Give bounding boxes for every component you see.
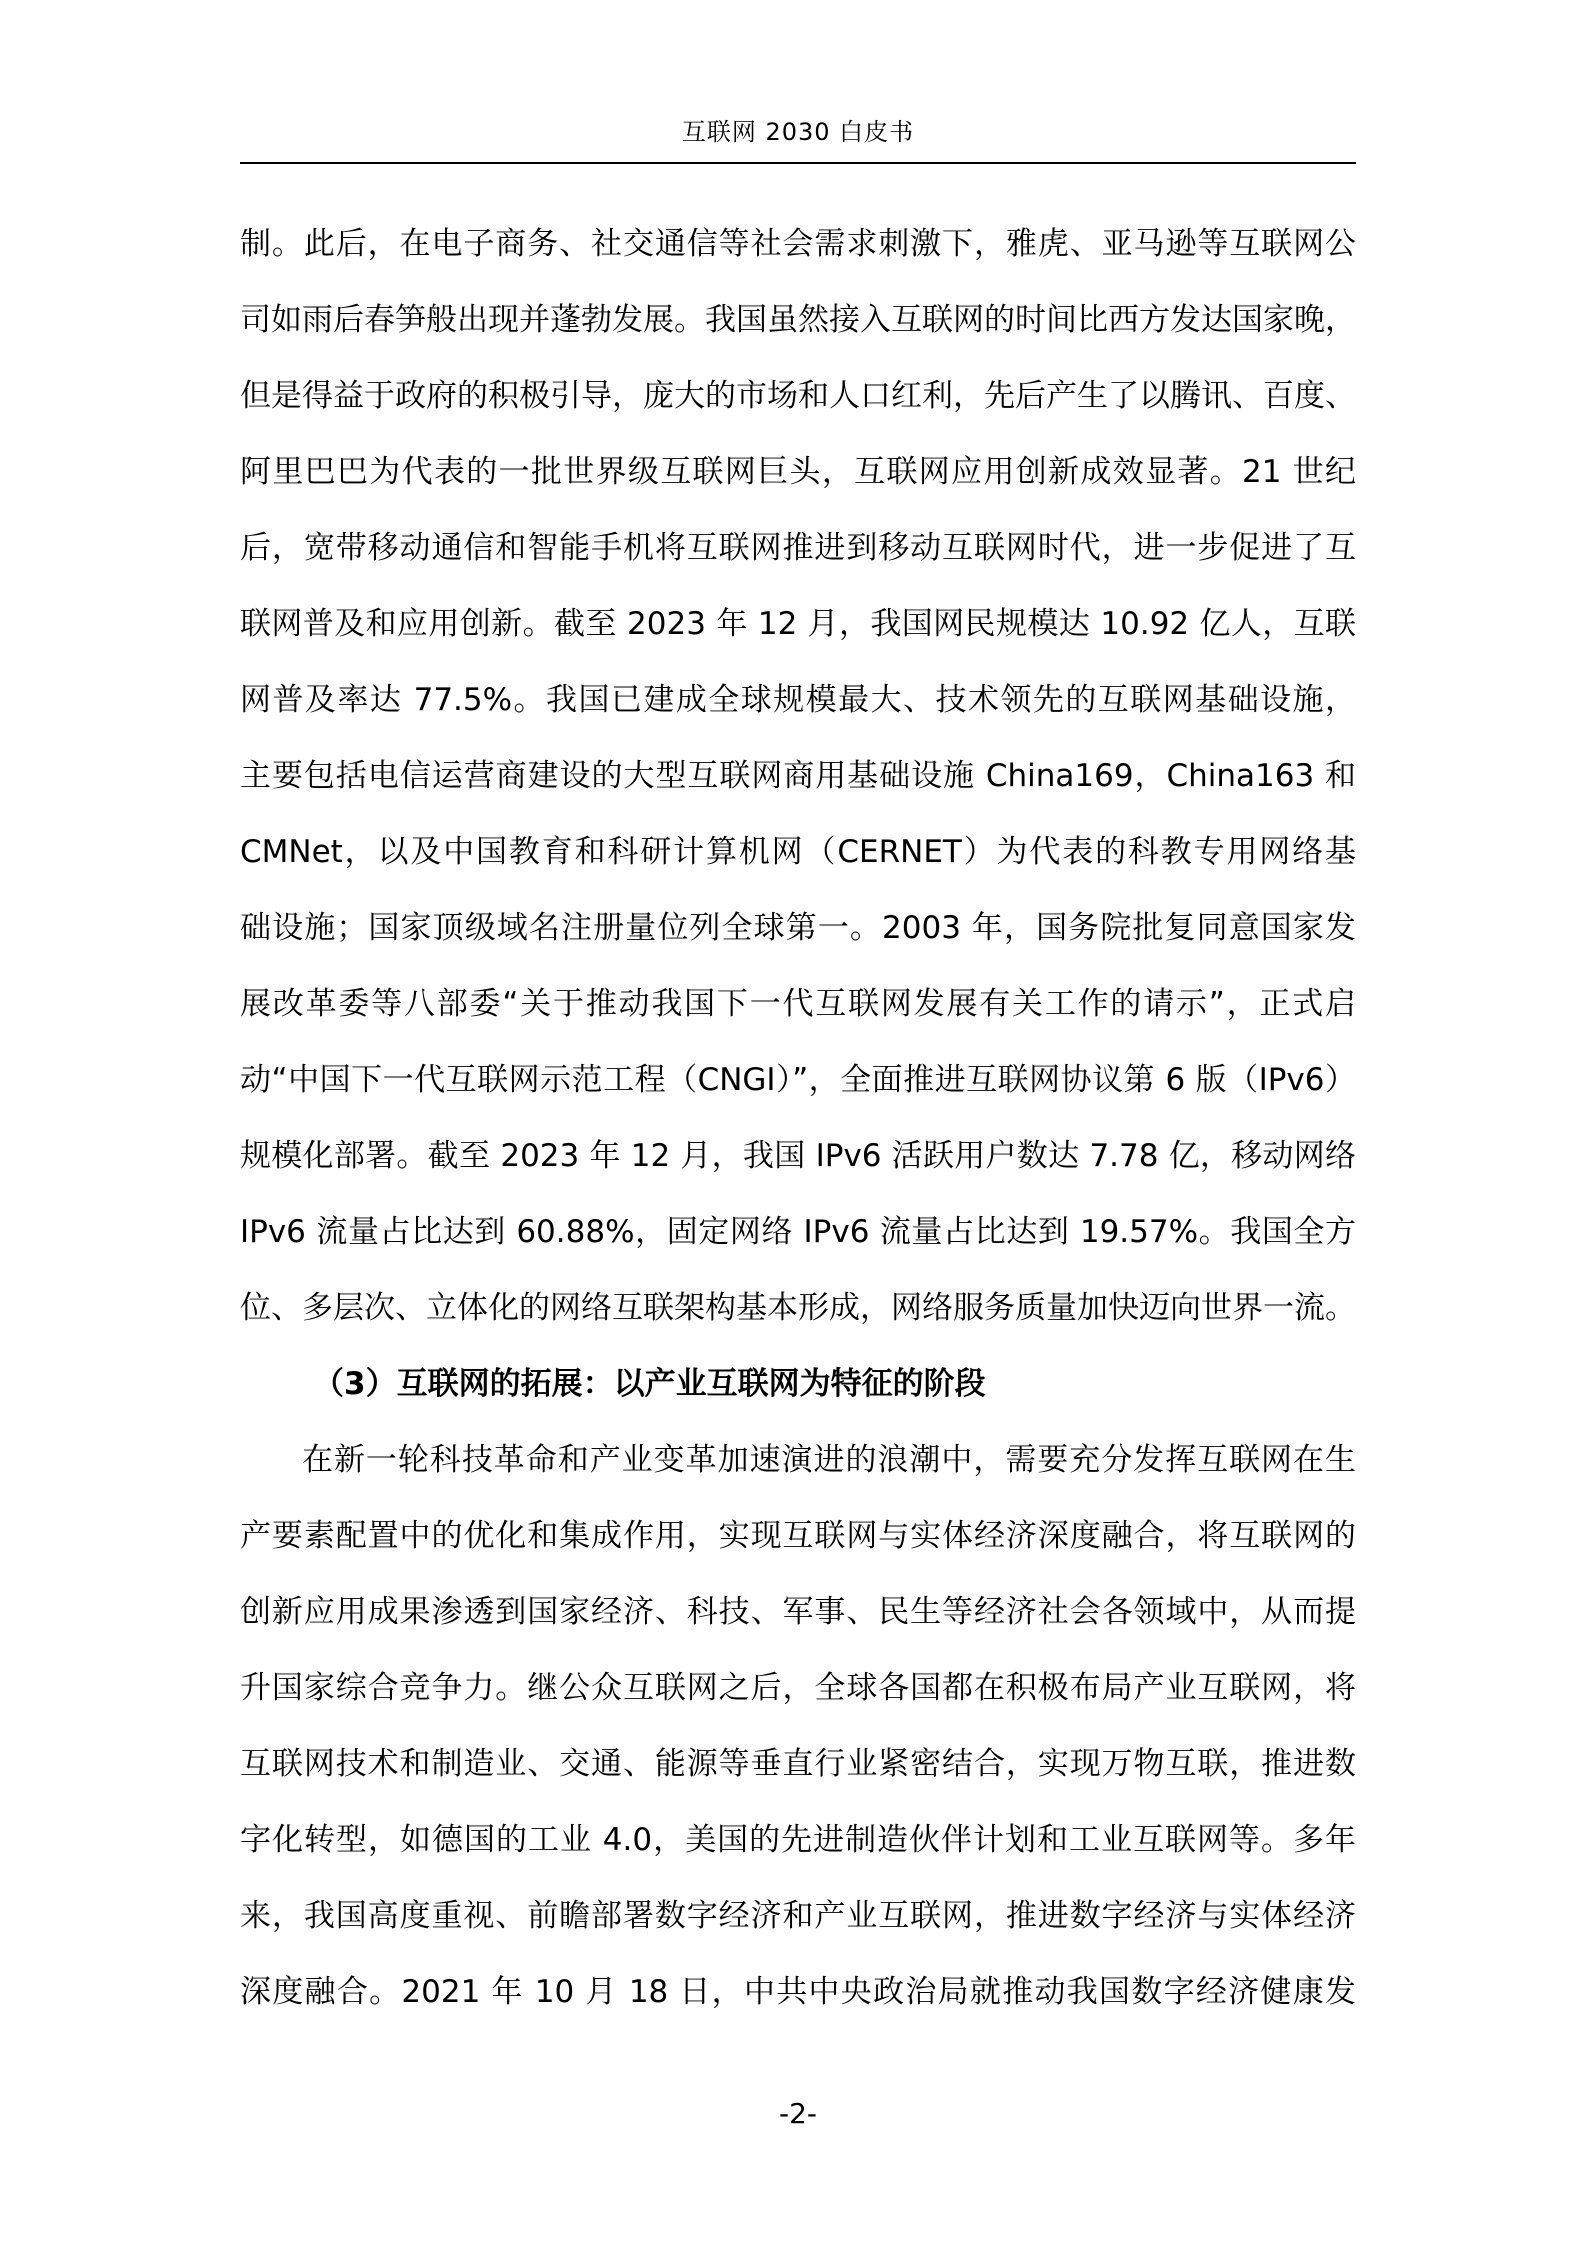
- paragraph-line: 互联网技术和制造业、交通、能源等垂直行业紧密结合，实现万物互联，推进数: [240, 1746, 1356, 1782]
- paragraph-line: 制。此后，在电子商务、社交通信等社会需求刺激下，雅虎、亚马逊等互联网公: [240, 226, 1356, 262]
- paragraph-line: 位、多层次、立体化的网络互联架构基本形成，网络服务质量加快迈向世界一流。: [240, 1290, 1356, 1326]
- paragraph-line: 创新应用成果渗透到国家经济、科技、军事、民生等经济社会各领域中，从而提: [240, 1594, 1356, 1630]
- paragraph-line: 升国家综合竞争力。继公众互联网之后，全球各国都在积极布局产业互联网，将: [240, 1670, 1356, 1706]
- paragraph-line: 动“中国下一代互联网示范工程（CNGI）”，全面推进互联网协议第 6 版（IPv6）: [240, 1062, 1356, 1098]
- paragraph-line: IPv6 流量占比达到 60.88%，固定网络 IPv6 流量占比达到 19.57%。我国全方: [240, 1214, 1356, 1250]
- paragraph-line: 后，宽带移动通信和智能手机将互联网推进到移动互联网时代，进一步促进了互: [240, 530, 1356, 566]
- paragraph-line: 深度融合。2021 年 10 月 18 日，中共中央政治局就推动我国数字经济健康发: [240, 1974, 1356, 2010]
- paragraph-line: 在新一轮科技革命和产业变革加速演进的浪潮中，需要充分发挥互联网在生: [302, 1442, 1356, 1478]
- paragraph-line: CMNet，以及中国教育和科研计算机网（CERNET）为代表的科教专用网络基: [240, 834, 1356, 870]
- paragraph-line: 础设施；国家顶级域名注册量位列全球第一。2003 年，国务院批复同意国家发: [240, 910, 1356, 946]
- paragraph-line: 字化转型，如德国的工业 4.0，美国的先进制造伙伴计划和工业互联网等。多年: [240, 1822, 1356, 1858]
- paragraph-line: 司如雨后春笋般出现并蓬勃发展。我国虽然接入互联网的时间比西方发达国家晚，: [240, 302, 1356, 338]
- paragraph-line: 产要素配置中的优化和集成作用，实现互联网与实体经济深度融合，将互联网的: [240, 1518, 1356, 1554]
- paragraph-line: 主要包括电信运营商建设的大型互联网商用基础设施 China169，China163 和: [240, 758, 1356, 794]
- document-body: [240, 206, 1356, 2030]
- paragraph-line: 展改革委等八部委“关于推动我国下一代互联网发展有关工作的请示”，正式启: [240, 986, 1356, 1022]
- page-number: -2-: [778, 2097, 818, 2130]
- paragraph-line: 规模化部署。截至 2023 年 12 月，我国 IPv6 活跃用户数达 7.78 亿，移动网络: [240, 1138, 1356, 1174]
- paragraph-line: 来，我国高度重视、前瞻部署数字经济和产业互联网，推进数字经济与实体经济: [240, 1898, 1356, 1934]
- page-header-title: 互联网 2030 白皮书: [681, 118, 915, 146]
- section-heading: （3）互联网的拓展：以产业互联网为特征的阶段: [313, 1366, 986, 1402]
- paragraph-line: 联网普及和应用创新。截至 2023 年 12 月，我国网民规模达 10.92 亿人，互联: [240, 606, 1356, 642]
- paragraph-line: 但是得益于政府的积极引导，庞大的市场和人口红利，先后产生了以腾讯、百度、: [240, 378, 1356, 414]
- paragraph-line: 阿里巴巴为代表的一批世界级互联网巨头，互联网应用创新成效显著。21 世纪: [240, 454, 1356, 490]
- paragraph-line: 网普及率达 77.5%。我国已建成全球规模最大、技术领先的互联网基础设施，: [240, 682, 1356, 718]
- header-divider: [240, 162, 1356, 164]
